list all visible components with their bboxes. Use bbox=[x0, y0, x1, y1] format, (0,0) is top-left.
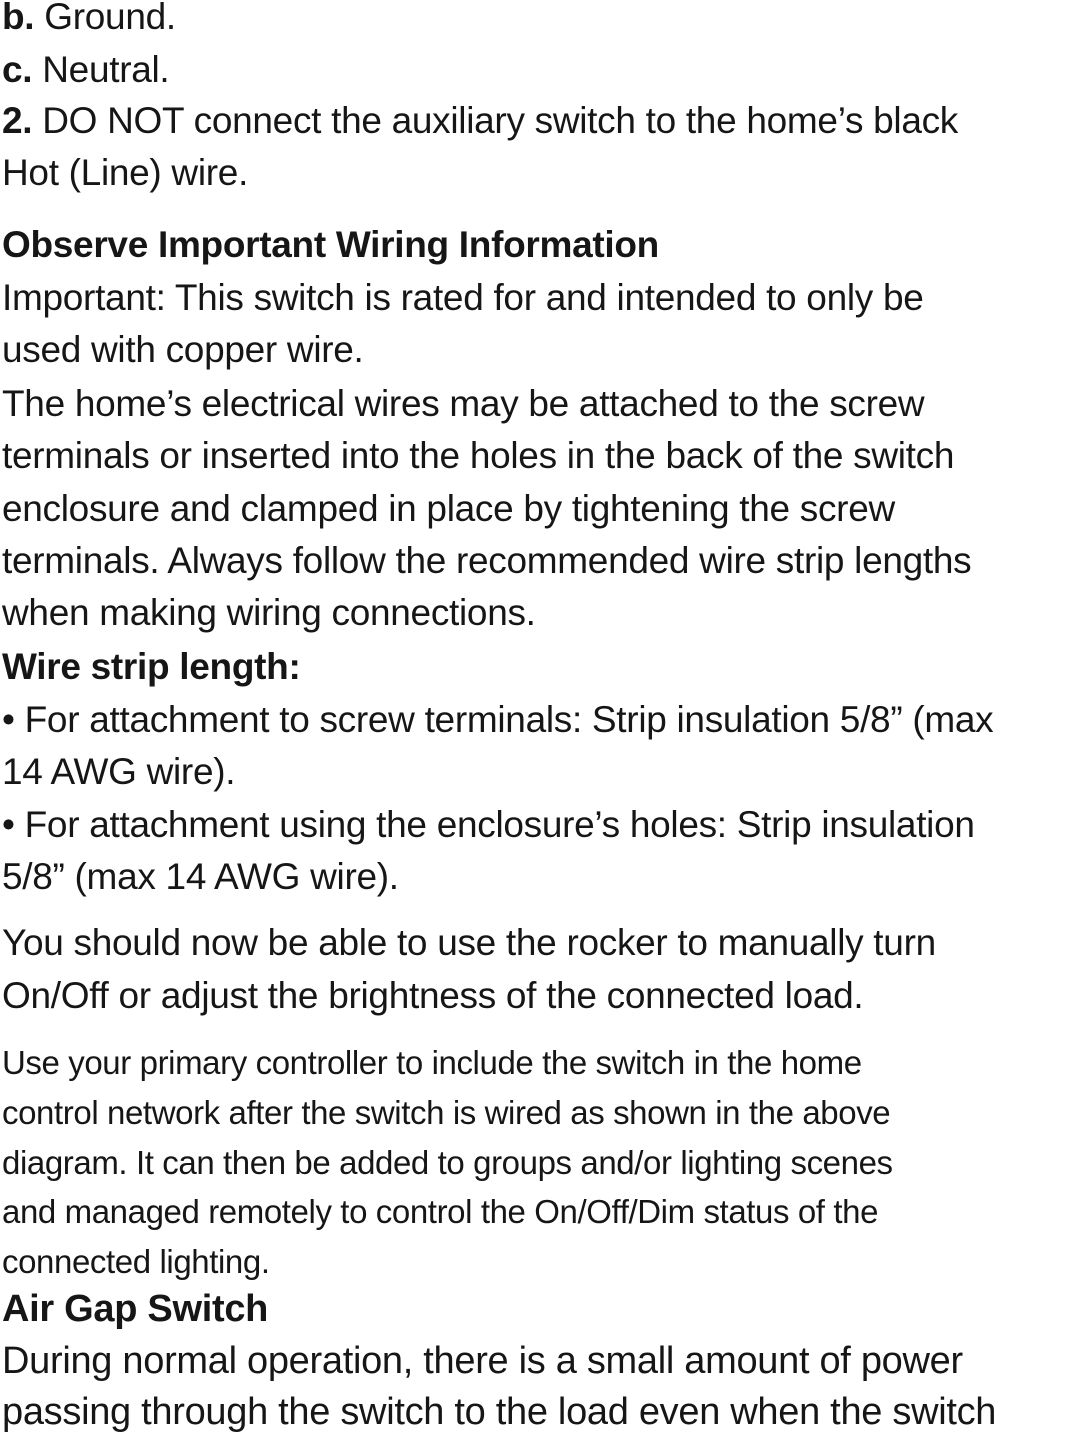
list-item-2-continuation: Hot (Line) wire. bbox=[2, 152, 249, 193]
paragraph-line: Important: This switch is rated for and intended to only be bbox=[2, 277, 924, 318]
section-heading-air-gap: Air Gap Switch bbox=[2, 1288, 269, 1330]
section-heading-strip-length: Wire strip length: bbox=[2, 646, 301, 687]
paragraph-line: On/Off or adjust the brightness of the connected load. bbox=[2, 975, 864, 1016]
bullet-line: • For attachment to screw terminals: Strip insulation 5/8” (max bbox=[2, 699, 994, 740]
list-marker: b. bbox=[2, 0, 35, 37]
list-marker: 2. bbox=[2, 100, 33, 141]
paragraph-line: During normal operation, there is a small amount of power bbox=[2, 1340, 963, 1382]
bullet-line: • For attachment using the enclosure’s holes: Strip insulation bbox=[2, 804, 975, 845]
list-text: Neutral. bbox=[32, 49, 170, 90]
list-text: DO NOT connect the auxiliary switch to the home’s black bbox=[32, 100, 959, 141]
bullet-line: 14 AWG wire). bbox=[2, 751, 236, 792]
paragraph-line: used with copper wire. bbox=[2, 329, 364, 370]
paragraph-line: You should now be able to use the rocker to manually turn bbox=[2, 922, 936, 963]
paragraph-line: when making wiring connections. bbox=[2, 592, 536, 633]
paragraph-line: terminals or inserted into the holes in the back of the switch bbox=[2, 435, 955, 476]
list-text: Ground. bbox=[34, 0, 176, 37]
paragraph-line: diagram. It can then be added to groups and/or lighting scenes bbox=[2, 1144, 893, 1181]
list-item-2 bbox=[2, 99, 958, 143]
list-item-b bbox=[2, 0, 176, 39]
section-heading-wiring: Observe Important Wiring Information bbox=[2, 224, 659, 265]
paragraph-line: enclosure and clamped in place by tightening the screw bbox=[2, 488, 895, 529]
paragraph-line: Use your primary controller to include the switch in the home bbox=[2, 1044, 862, 1081]
paragraph-line: control network after the switch is wired as shown in the above bbox=[2, 1094, 891, 1131]
paragraph-line: passing through the switch to the load even when the switch bbox=[2, 1391, 997, 1433]
list-item-c bbox=[2, 48, 169, 92]
paragraph-line: connected lighting. bbox=[2, 1243, 270, 1280]
list-marker: c. bbox=[2, 49, 33, 90]
paragraph-line: The home’s electrical wires may be attached to the screw bbox=[2, 383, 925, 424]
paragraph-line: and managed remotely to control the On/Off/Dim status of the bbox=[2, 1193, 879, 1230]
paragraph-line: terminals. Always follow the recommended wire strip lengths bbox=[2, 540, 972, 581]
bullet-line: 5/8” (max 14 AWG wire). bbox=[2, 856, 399, 897]
